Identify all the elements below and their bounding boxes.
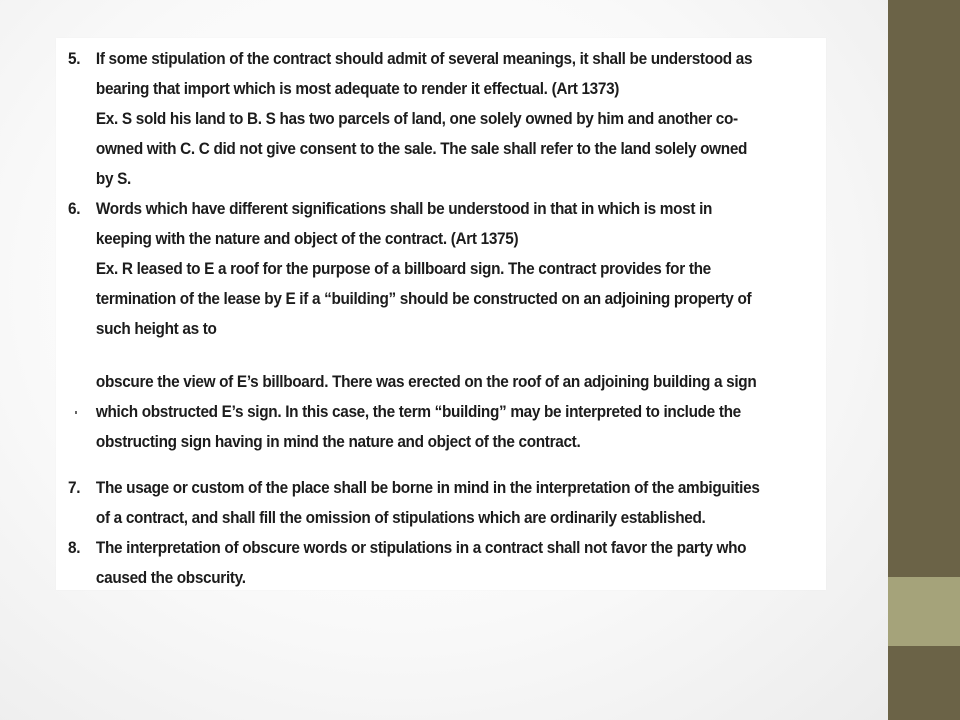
item-rule-text: The interpretation of obscure words or stipulations in a contract shall not favor the party who caused the obscurity. — [95, 539, 747, 587]
item-example-text: Ex. R leased to E a roof for the purpose of a billboard sign. The contract provides for the termination of the lease by E if a “building” should be constructed on an adjoining property of such height as to — [95, 260, 752, 338]
side-bar-top — [888, 0, 960, 577]
item-rule-text: Words which have different significations shall be understood in that in which is most in keeping with the nature and object of the contract. (Art 1375) — [95, 200, 713, 248]
item-rule-text: The usage or custom of the place shall be borne in mind in the interpretation of the ambiguities of a contract, and shall fill the omission of stipulations which are ordinarily established. — [95, 479, 760, 527]
item-number: 5. — [68, 50, 81, 68]
side-bar-middle — [888, 577, 960, 646]
item-number: 8. — [68, 539, 81, 557]
side-bar-bottom — [888, 646, 960, 720]
list-item-5 — [68, 44, 767, 194]
scan-page-seam — [68, 344, 767, 350]
list-item-7 — [68, 473, 767, 533]
item-example-continued-text: obscure the view of E’s billboard. There was erected on the roof of an adjoining building a sign which obstructed E’s sign. In this case, the term “building” may be interpreted to include the obstructing sign having in mind the nature and object of the contract. — [95, 372, 757, 451]
item-number: 6. — [68, 200, 81, 218]
list-item-6 — [68, 194, 767, 344]
item-example-text: Ex. S sold his land to B. S has two parcels of land, one solely owned by him and another co-owned with C. C did not give consent to the sale. The sale shall refer to the land solely owned by S. — [95, 110, 748, 188]
scanned-document-image — [56, 38, 826, 590]
document-text — [68, 44, 767, 593]
item-number: 7. — [68, 479, 81, 497]
list-item-6-continuation — [68, 367, 767, 457]
list-item-8 — [68, 533, 767, 593]
item-rule-text: If some stipulation of the contract should admit of several meanings, it shall be understood as bearing that import which is most adequate to render it effectual. (Art 1373) — [95, 50, 753, 98]
